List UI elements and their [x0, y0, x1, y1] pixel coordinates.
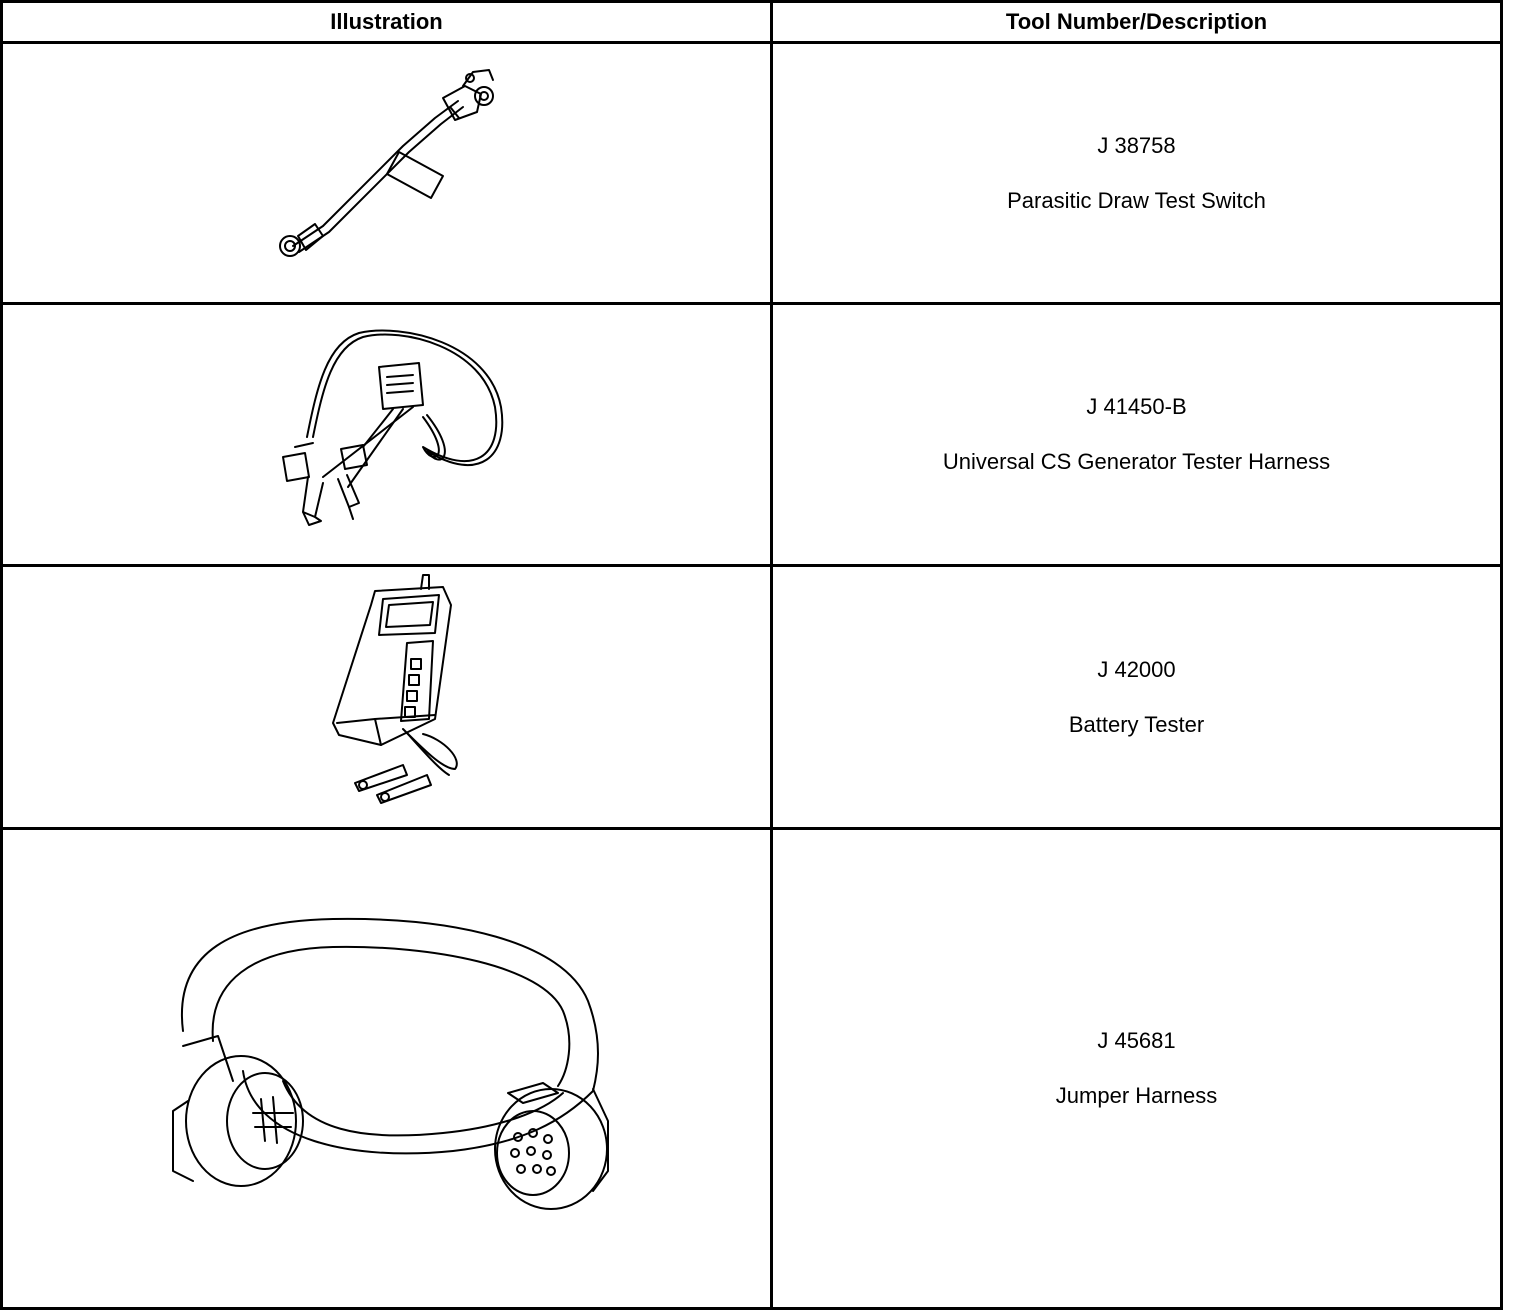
table-row	[2, 566, 1502, 828]
battery-tester-icon	[3, 569, 773, 825]
header-tool-number-description: Tool Number/Description	[772, 2, 1502, 43]
tool-description: Battery Tester	[1068, 711, 1205, 737]
table-row	[2, 43, 1502, 304]
tool-description: Parasitic Draw Test Switch	[1007, 187, 1266, 213]
tool-description: Universal CS Generator Tester Harness	[942, 449, 1331, 475]
illustration-cell	[2, 43, 772, 304]
illustration-cell	[2, 304, 772, 566]
tool-description-cell	[772, 304, 1502, 566]
table-header-row	[2, 2, 1502, 43]
tool-number: J 42000	[1097, 656, 1176, 682]
tool-description-cell	[772, 828, 1502, 1308]
tool-number: J 41450-B	[1086, 394, 1187, 420]
parasitic-draw-test-switch-icon	[3, 46, 773, 301]
generator-tester-harness-icon	[3, 307, 773, 563]
illustration-cell	[2, 566, 772, 828]
tool-description-cell	[772, 566, 1502, 828]
table-row	[2, 304, 1502, 566]
illustration-cell	[2, 828, 772, 1308]
tool-number: J 45681	[1097, 1027, 1176, 1053]
tool-description-cell	[772, 43, 1502, 304]
tool-number: J 38758	[1097, 132, 1176, 158]
tool-description: Jumper Harness	[1055, 1082, 1218, 1108]
jumper-harness-icon	[3, 831, 773, 1305]
table-row	[2, 828, 1502, 1308]
header-illustration: Illustration	[2, 2, 772, 43]
